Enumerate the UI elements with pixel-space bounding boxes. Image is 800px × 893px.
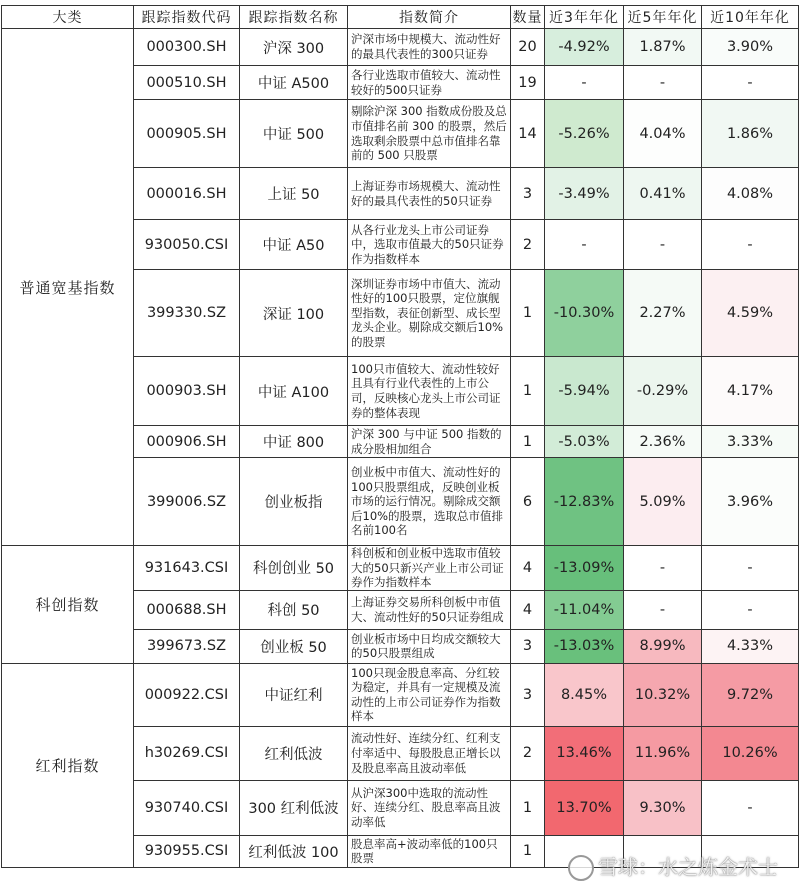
count-cell: 14: [511, 100, 545, 168]
count-cell: 4: [511, 546, 545, 591]
count-cell: 3: [511, 168, 545, 220]
table-row: [2, 546, 799, 591]
return-5y-cell: [624, 835, 702, 867]
code-cell: 399006.SZ: [134, 458, 240, 546]
category-cell: 普通宽基指数: [2, 29, 134, 546]
intro-cell: 沪深 300 与中证 500 指数的成分股相加组合: [348, 426, 511, 458]
name-cell: 中证 500: [240, 100, 348, 168]
name-cell: 红利低波 100: [240, 835, 348, 867]
count-cell: 1: [511, 426, 545, 458]
count-cell: 1: [511, 270, 545, 357]
return-3y-cell: -5.94%: [545, 357, 624, 426]
name-cell: 创业板指: [240, 458, 348, 546]
intro-cell: 流动性好、连续分红、红利支付率适中、每股股息正增长以及股息率高且波动率低: [348, 726, 511, 780]
return-10y-cell: 3.33%: [702, 426, 799, 458]
return-5y-cell: 2.36%: [624, 426, 702, 458]
intro-cell: 上海证券交易所科创板中市值大、流动性好的50只证券组成: [348, 590, 511, 629]
intro-cell: 从沪深300中选取的流动性好、连续分红、股息率高且波动率低: [348, 780, 511, 835]
return-10y-cell: -: [702, 66, 799, 100]
return-3y-cell: 13.46%: [545, 726, 624, 780]
count-cell: 20: [511, 29, 545, 66]
name-cell: 创业板 50: [240, 629, 348, 663]
return-10y-cell: 3.90%: [702, 29, 799, 66]
return-5y-cell: 1.87%: [624, 29, 702, 66]
return-3y-cell: -13.03%: [545, 629, 624, 663]
return-5y-cell: 10.32%: [624, 663, 702, 726]
header-code: 跟踪指数代码: [134, 6, 240, 29]
name-cell: 中证 A500: [240, 66, 348, 100]
header-5y: 近5年年化: [624, 6, 702, 29]
return-10y-cell: 4.59%: [702, 270, 799, 357]
name-cell: 红利低波: [240, 726, 348, 780]
name-cell: 中证红利: [240, 663, 348, 726]
count-cell: 6: [511, 458, 545, 546]
return-10y-cell: -: [702, 590, 799, 629]
return-10y-cell: 1.86%: [702, 100, 799, 168]
return-3y-cell: -: [545, 66, 624, 100]
code-cell: 930050.CSI: [134, 220, 240, 270]
return-5y-cell: -: [624, 220, 702, 270]
return-3y-cell: 13.70%: [545, 780, 624, 835]
code-cell: 000922.CSI: [134, 663, 240, 726]
return-3y-cell: -5.26%: [545, 100, 624, 168]
return-3y-cell: 8.45%: [545, 663, 624, 726]
return-10y-cell: -: [702, 546, 799, 591]
return-10y-cell: -: [702, 220, 799, 270]
intro-cell: 沪深市场中规模大、流动性好的最具代表性的300只证券: [348, 29, 511, 66]
name-cell: 中证 A100: [240, 357, 348, 426]
return-10y-cell: -: [702, 780, 799, 835]
intro-cell: 创业板市场中日均成交额较大的50只股票组成: [348, 629, 511, 663]
code-cell: 930955.CSI: [134, 835, 240, 867]
intro-cell: 100只市值较大、流动性较好且具有行业代表性的上市公司，反映核心龙头上市公司证券的整体表现: [348, 357, 511, 426]
return-10y-cell: 3.96%: [702, 458, 799, 546]
return-10y-cell: 4.08%: [702, 168, 799, 220]
return-3y-cell: -12.83%: [545, 458, 624, 546]
header-count: 数量: [511, 6, 545, 29]
code-cell: 000300.SH: [134, 29, 240, 66]
header-row: [2, 6, 799, 29]
code-cell: 930740.CSI: [134, 780, 240, 835]
return-5y-cell: 9.30%: [624, 780, 702, 835]
code-cell: 000906.SH: [134, 426, 240, 458]
category-cell: 红利指数: [2, 663, 134, 867]
intro-cell: 股息率高+波动率低的100只股票: [348, 835, 511, 867]
count-cell: 3: [511, 663, 545, 726]
intro-cell: 100只现金股息率高、分红较为稳定，并具有一定规模及流动性的上市公司证券作为指数样本: [348, 663, 511, 726]
header-intro: 指数简介: [348, 6, 511, 29]
name-cell: 中证 A50: [240, 220, 348, 270]
watermark-text: 雪球：水之炼金术士: [598, 854, 778, 879]
return-3y-cell: -13.09%: [545, 546, 624, 591]
code-cell: 399673.SZ: [134, 629, 240, 663]
intro-cell: 剔除沪深 300 指数成份股及总市值排名前 300 的股票，然后选取剩余股票中总市值排名靠前的 500 只股票: [348, 100, 511, 168]
intro-cell: 科创板和创业板中选取市值较大的50只新兴产业上市公司证券作为指数样本: [348, 546, 511, 591]
name-cell: 沪深 300: [240, 29, 348, 66]
code-cell: 000905.SH: [134, 100, 240, 168]
name-cell: 中证 800: [240, 426, 348, 458]
count-cell: 19: [511, 66, 545, 100]
code-cell: 000688.SH: [134, 590, 240, 629]
code-cell: 399330.SZ: [134, 270, 240, 357]
name-cell: 科创创业 50: [240, 546, 348, 591]
index-comparison-table: [1, 5, 799, 868]
header-name: 跟踪指数名称: [240, 6, 348, 29]
count-cell: 2: [511, 220, 545, 270]
return-3y-cell: [545, 835, 624, 867]
intro-cell: 各行业选取市值较大、流动性较好的500只证券: [348, 66, 511, 100]
return-5y-cell: -: [624, 546, 702, 591]
count-cell: 3: [511, 629, 545, 663]
return-5y-cell: 2.27%: [624, 270, 702, 357]
name-cell: 300 红利低波: [240, 780, 348, 835]
header-3y: 近3年年化: [545, 6, 624, 29]
return-5y-cell: -: [624, 66, 702, 100]
intro-cell: 创业板中市值大、流动性好的100只股票组成，反映创业板市场的运行情况。剔除成交额后10%的股票，选取总市值排名前100名: [348, 458, 511, 546]
return-3y-cell: -10.30%: [545, 270, 624, 357]
header-category: 大类: [2, 6, 134, 29]
return-3y-cell: -: [545, 220, 624, 270]
return-5y-cell: 11.96%: [624, 726, 702, 780]
table-row: [2, 29, 799, 66]
count-cell: 1: [511, 835, 545, 867]
return-5y-cell: -: [624, 590, 702, 629]
return-10y-cell: [702, 835, 799, 867]
code-cell: 000510.SH: [134, 66, 240, 100]
code-cell: 000016.SH: [134, 168, 240, 220]
count-cell: 4: [511, 590, 545, 629]
code-cell: h30269.CSI: [134, 726, 240, 780]
intro-cell: 上海证券市场规模大、流动性好的最具代表性的50只证券: [348, 168, 511, 220]
return-10y-cell: 4.33%: [702, 629, 799, 663]
count-cell: 1: [511, 780, 545, 835]
count-cell: 1: [511, 357, 545, 426]
return-10y-cell: 4.17%: [702, 357, 799, 426]
name-cell: 科创 50: [240, 590, 348, 629]
return-3y-cell: -5.03%: [545, 426, 624, 458]
return-5y-cell: 4.04%: [624, 100, 702, 168]
name-cell: 上证 50: [240, 168, 348, 220]
name-cell: 深证 100: [240, 270, 348, 357]
return-10y-cell: 9.72%: [702, 663, 799, 726]
return-3y-cell: -4.92%: [545, 29, 624, 66]
code-cell: 000903.SH: [134, 357, 240, 426]
return-5y-cell: 0.41%: [624, 168, 702, 220]
return-10y-cell: 10.26%: [702, 726, 799, 780]
intro-cell: 从各行业龙头上市公司证券中，选取市值最大的50只证券作为指数样本: [348, 220, 511, 270]
category-cell: 科创指数: [2, 546, 134, 664]
intro-cell: 深圳证券市场中市值大、流动性好的100只股票，定位旗舰型指数，表征创新型、成长型龙头企业。剔除成交额后10%的股票: [348, 270, 511, 357]
return-5y-cell: 5.09%: [624, 458, 702, 546]
header-10y: 近10年年化: [702, 6, 799, 29]
count-cell: 2: [511, 726, 545, 780]
code-cell: 931643.CSI: [134, 546, 240, 591]
return-3y-cell: -11.04%: [545, 590, 624, 629]
return-5y-cell: 8.99%: [624, 629, 702, 663]
return-3y-cell: -3.49%: [545, 168, 624, 220]
return-5y-cell: -0.29%: [624, 357, 702, 426]
table-row: [2, 663, 799, 726]
